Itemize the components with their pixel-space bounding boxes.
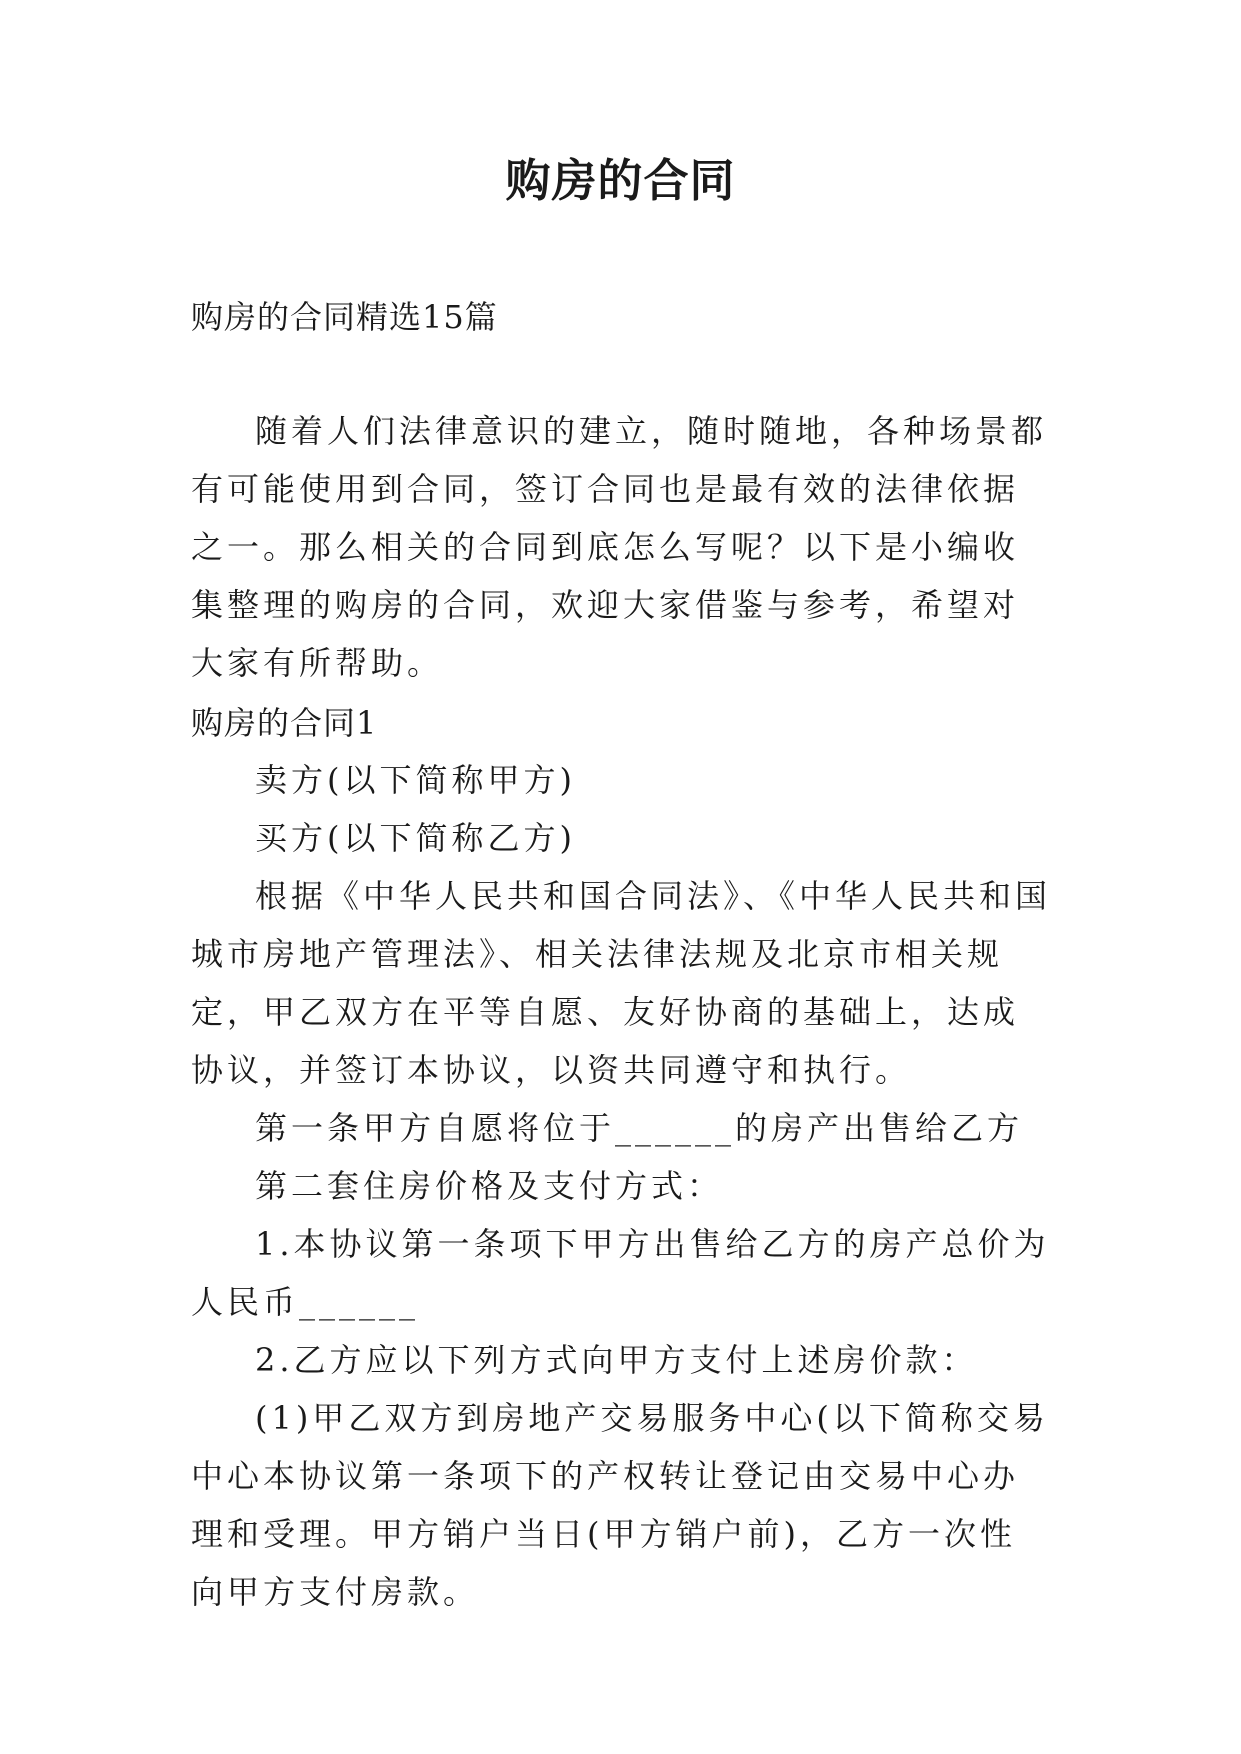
article-two-item-2: 2.乙方应以下列方式向甲方支付上述房价款： bbox=[255, 1341, 978, 1379]
legal-basis-paragraph: 根据《中华人民共和国合同法》、《中华人民共和国城市房地产管理法》、相关法律法规及北京市相关规定，甲乙双方在平等自愿、友好协商的基础上，达成协议，并签订本协议，以资共同遵守和执行。 bbox=[191, 877, 1052, 1089]
document-subtitle: 购房的合同精选15篇 bbox=[191, 298, 498, 336]
article-two-sub-item-1: (1)甲乙双方到房地产交易服务中心(以下简称交易中心本协议第一条项下的产权转让登记由交易中心办理和受理。甲方销户当日(甲方销户前)，乙方一次性向甲方支付房款。 bbox=[191, 1399, 1049, 1611]
buyer-line: 买方(以下简称乙方) bbox=[255, 819, 576, 857]
contract-clauses bbox=[191, 751, 1051, 1621]
section-heading: 购房的合同1 bbox=[191, 704, 378, 742]
seller-line: 卖方(以下简称甲方) bbox=[255, 761, 576, 799]
article-one: 第一条甲方自愿将位于______的房产出售给乙方 bbox=[255, 1109, 1024, 1147]
article-two-item-1: 1.本协议第一条项下甲方出售给乙方的房产总价为人民币______ bbox=[191, 1225, 1050, 1321]
document-title: 购房的合同 bbox=[505, 154, 736, 207]
article-two-heading: 第二套住房价格及支付方式： bbox=[255, 1167, 724, 1205]
intro-paragraph: 随着人们法律意识的建立，随时随地，各种场景都有可能使用到合同，签订合同也是最有效的法律依据之一。那么相关的合同到底怎么写呢？以下是小编收集整理的购房的合同，欢迎大家借鉴与参考，希望对大家有所帮助。 bbox=[191, 412, 1048, 682]
